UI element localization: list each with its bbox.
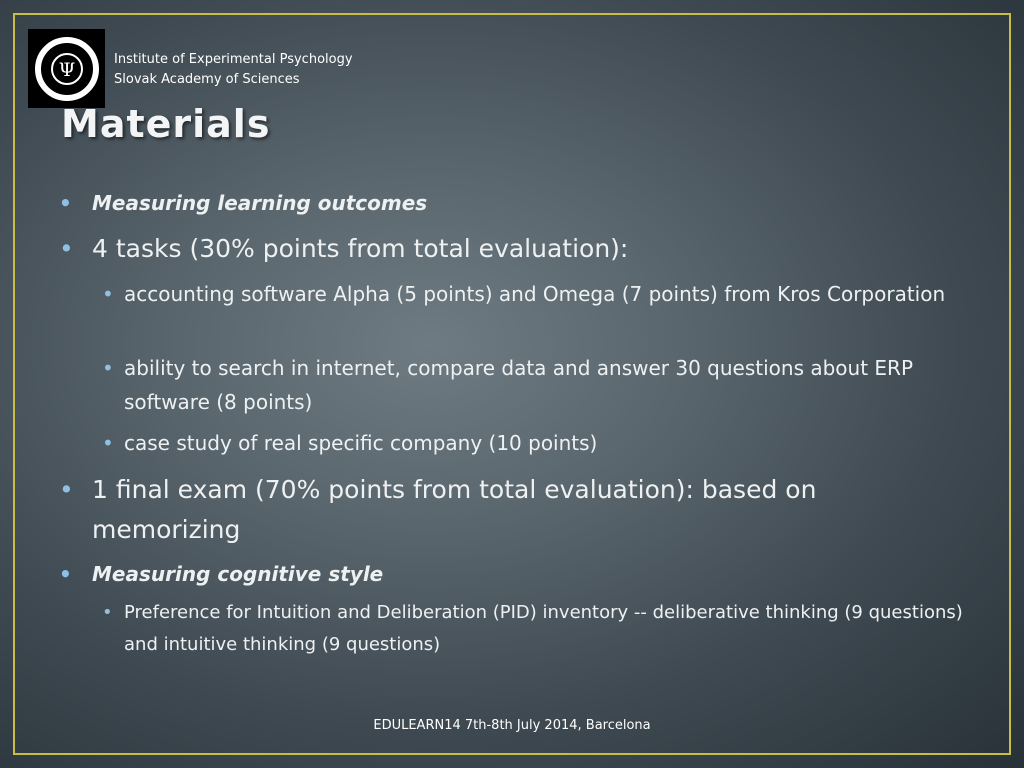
institute-line-1: Institute of Experimental Psychology [114, 52, 353, 67]
bullet-icon: • [102, 282, 114, 306]
bullet-text: Measuring learning outcomes [92, 191, 428, 215]
bullet-text: Measuring cognitive style [92, 562, 384, 586]
bullet-icon: • [102, 431, 114, 455]
bullet-text: accounting software Alpha (5 points) and Omega (7 points) from Kros Corporation [124, 282, 946, 306]
svg-text:Ψ: Ψ [58, 58, 75, 81]
sub-bullet-accounting [102, 277, 964, 311]
bullet-measuring-learning [59, 186, 972, 220]
bullet-icon: • [59, 562, 72, 586]
bullet-final-exam [59, 470, 972, 550]
bullet-icon: • [59, 191, 72, 215]
bullet-text: Preference for Intuition and Deliberation (PID) inventory -- deliberative thinking (9 questions) and intuitive thinking (9 questions) [124, 602, 963, 655]
bullet-icon: • [59, 234, 74, 263]
sub-bullet-pid-inventory [102, 597, 984, 661]
slide-title: Materials [61, 102, 271, 146]
bullet-icon: • [102, 356, 114, 380]
bullet-text: case study of real specific company (10 points) [124, 431, 598, 455]
bullet-measuring-cognitive [59, 557, 972, 591]
bullet-icon: • [59, 475, 74, 504]
bullet-text: 1 final exam (70% points from total evaluation): based on memorizing [92, 475, 817, 544]
bullet-text: 4 tasks (30% points from total evaluation): [92, 234, 629, 263]
sub-bullet-case-study [102, 426, 964, 460]
institute-line-2: Slovak Academy of Sciences [114, 72, 300, 87]
bullet-text: ability to search in internet, compare data and answer 30 questions about ERP software (8 points) [124, 356, 914, 414]
bullet-icon: • [102, 602, 113, 623]
slide-footer: EDULEARN14 7th-8th July 2014, Barcelona [373, 718, 651, 733]
sub-bullet-internet-search [102, 351, 984, 419]
bullet-four-tasks [59, 229, 972, 269]
